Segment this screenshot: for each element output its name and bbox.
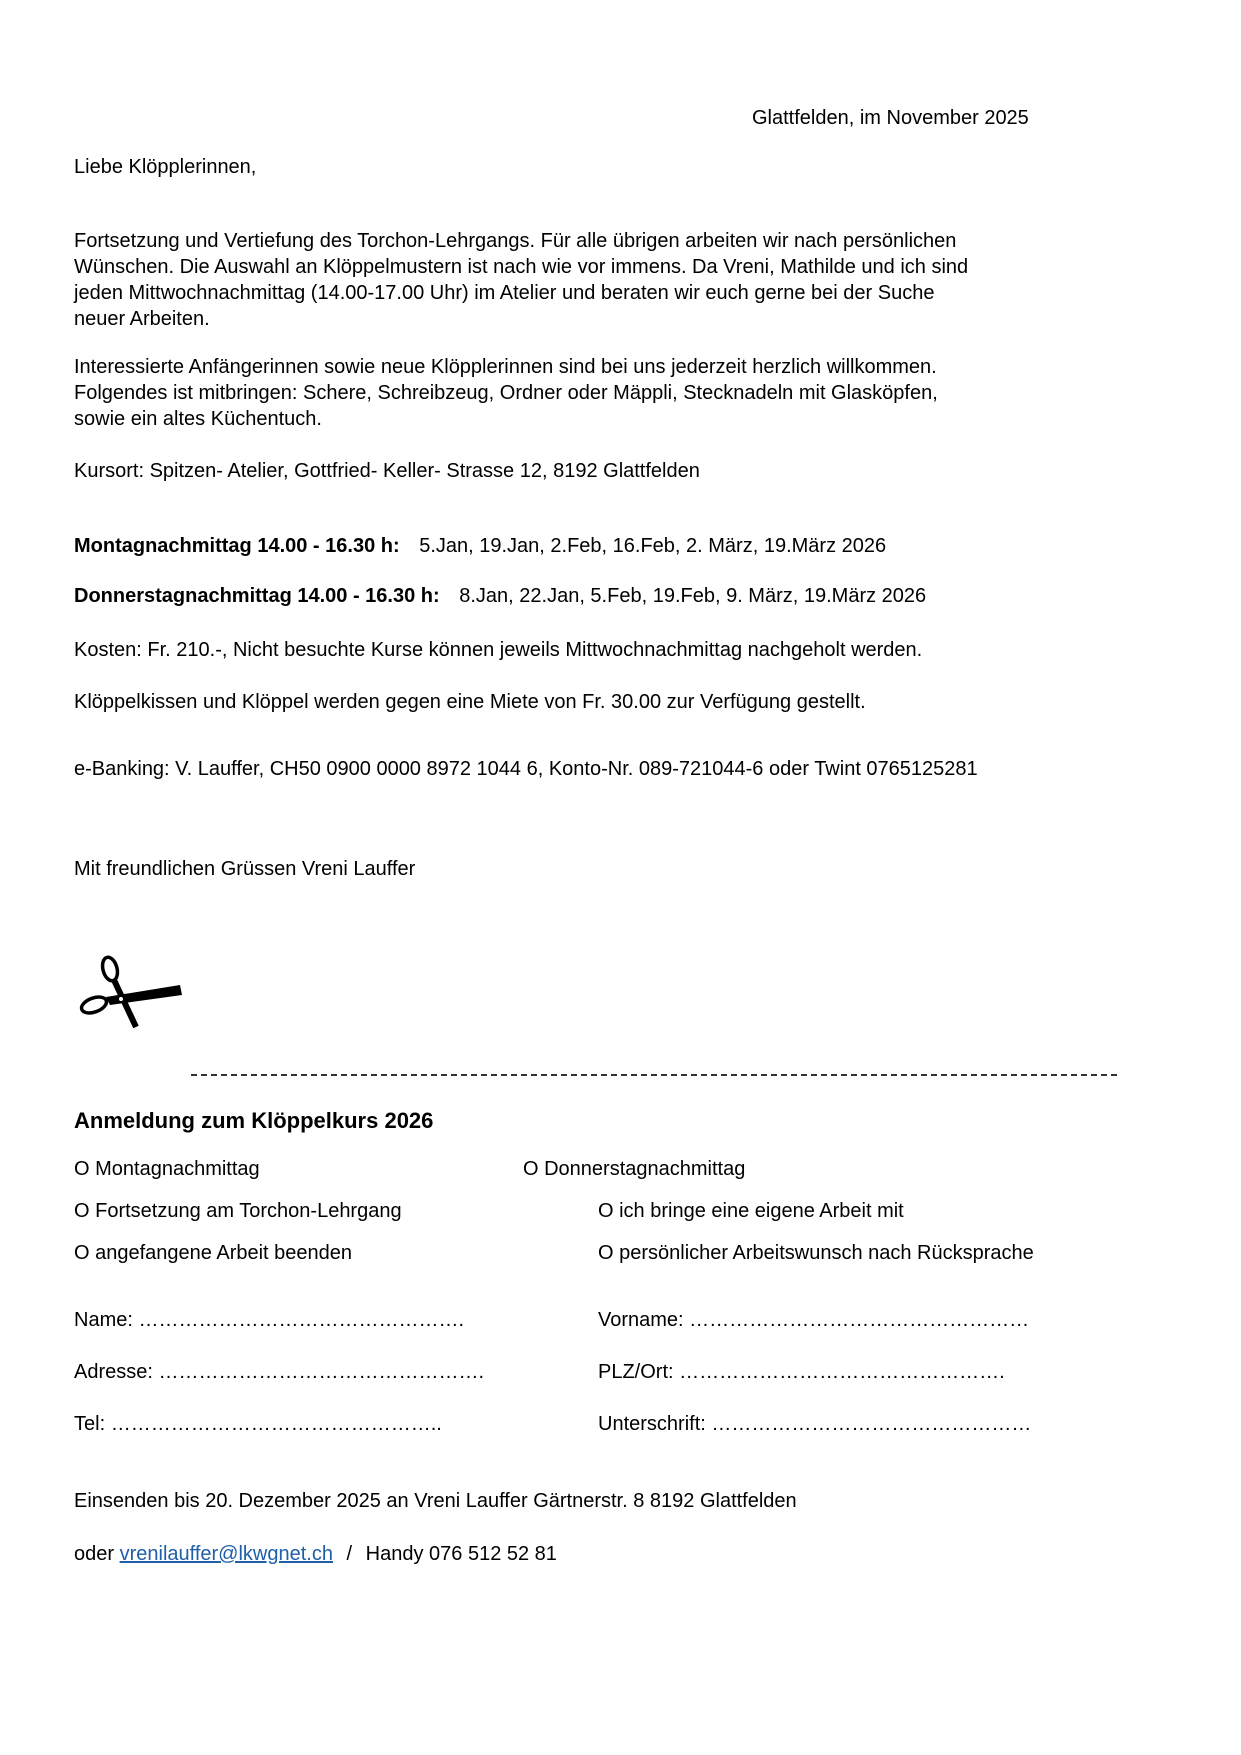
vorname-field[interactable] [598, 1307, 1029, 1333]
field-label: Unterschrift: [598, 1413, 706, 1435]
salutation: Liebe Klöpplerinnen, [74, 156, 257, 178]
contact-line [74, 1541, 557, 1567]
paragraph-line: sowie ein altes Küchentuch. [74, 408, 322, 430]
schedule-dates: 5.Jan, 19.Jan, 2.Feb, 16.Feb, 2. März, 19.März 2026 [419, 535, 887, 557]
field-dots: ………………………………………… [711, 1413, 1032, 1435]
field-label: PLZ/Ort: [598, 1361, 674, 1383]
rental: Klöppelkissen und Klöppel werden gegen eine Miete von Fr. 30.00 zur Verfügung gestellt. [74, 691, 866, 713]
schedule-dates: 8.Jan, 22.Jan, 5.Feb, 19.Feb, 9. März, 19.März 2026 [459, 585, 927, 607]
plz-ort-field[interactable] [598, 1359, 1005, 1385]
field-dots: …………………………………………. [138, 1309, 465, 1331]
field-dots: …………………………………………. [679, 1361, 1005, 1383]
form-title: Anmeldung zum Klöppelkurs 2026 [74, 1108, 434, 1133]
course-location: Kursort: Spitzen- Atelier, Gottfried- Keller- Strasse 12, 8192 Glattfelden [74, 460, 700, 482]
place-date: Glattfelden, im November 2025 [752, 107, 1029, 129]
field-dots: …………………………………………. [158, 1361, 485, 1383]
paragraph-intro [74, 228, 1134, 332]
field-label: Vorname: [598, 1309, 684, 1331]
paragraph-line: Interessierte Anfängerinnen sowie neue Klöpplerinnen sind bei uns jederzeit herzlich willkommen. [74, 356, 937, 378]
paragraph-line: neuer Arbeiten. [74, 308, 210, 330]
option-personal-wish[interactable]: O persönlicher Arbeitswunsch nach Rücksprache [598, 1242, 1034, 1264]
scissors-icon [76, 955, 186, 1037]
field-dots: …………………………………………… [689, 1309, 1030, 1331]
schedule-thursday [74, 583, 926, 609]
schedule-label: Montagnachmittag 14.00 - 16.30 h: [74, 535, 400, 557]
schedule-label: Donnerstagnachmittag 14.00 - 16.30 h: [74, 585, 440, 607]
closing: Mit freundlichen Grüssen Vreni Lauffer [74, 858, 416, 880]
field-label: Adresse: [74, 1361, 153, 1383]
option-finish-work[interactable]: O angefangene Arbeit beenden [74, 1242, 353, 1264]
phone-field[interactable] [74, 1411, 442, 1437]
paragraph-welcome [74, 354, 1134, 432]
email-link[interactable]: vrenilauffer@lkwgnet.ch [119, 1543, 333, 1565]
name-field[interactable] [74, 1307, 464, 1333]
option-torchon-continuation[interactable]: O Fortsetzung am Torchon-Lehrgang [74, 1200, 402, 1222]
address-field[interactable] [74, 1359, 484, 1385]
cut-line [191, 1074, 1117, 1076]
separator: / [346, 1543, 353, 1565]
field-dots: ………………………………………….. [110, 1413, 442, 1435]
contact-prefix: oder [74, 1543, 115, 1565]
field-label: Name: [74, 1309, 133, 1331]
phone-number: Handy 076 512 52 81 [365, 1543, 557, 1565]
costs: Kosten: Fr. 210.-, Nicht besuchte Kurse können jeweils Mittwochnachmittag nachgeholt werden. [74, 639, 923, 661]
banking-info: e-Banking: V. Lauffer, CH50 0900 0000 8972 1044 6, Konto-Nr. 089-721044-6 oder Twint 0765125281 [74, 758, 978, 780]
paragraph-line: Folgendes ist mitbringen: Schere, Schreibzeug, Ordner oder Mäppli, Stecknadeln mit Glasköpfen, [74, 382, 938, 404]
signature-field[interactable] [598, 1411, 1031, 1437]
option-monday[interactable]: O Montagnachmittag [74, 1158, 260, 1180]
field-label: Tel: [74, 1413, 106, 1435]
send-instructions: Einsenden bis 20. Dezember 2025 an Vreni Lauffer Gärtnerstr. 8 8192 Glattfelden [74, 1490, 797, 1512]
schedule-monday [74, 533, 886, 559]
paragraph-line: Fortsetzung und Vertiefung des Torchon-Lehrgangs. Für alle übrigen arbeiten wir nach persönlichen [74, 230, 957, 252]
option-own-work[interactable]: O ich bringe eine eigene Arbeit mit [598, 1200, 904, 1222]
option-thursday[interactable]: O Donnerstagnachmittag [523, 1158, 746, 1180]
paragraph-line: jeden Mittwochnachmittag (14.00-17.00 Uhr) im Atelier und beraten wir euch gerne bei der Suche [74, 282, 935, 304]
paragraph-line: Wünschen. Die Auswahl an Klöppelmustern ist nach wie vor immens. Da Vreni, Mathilde und ich sind [74, 256, 969, 278]
